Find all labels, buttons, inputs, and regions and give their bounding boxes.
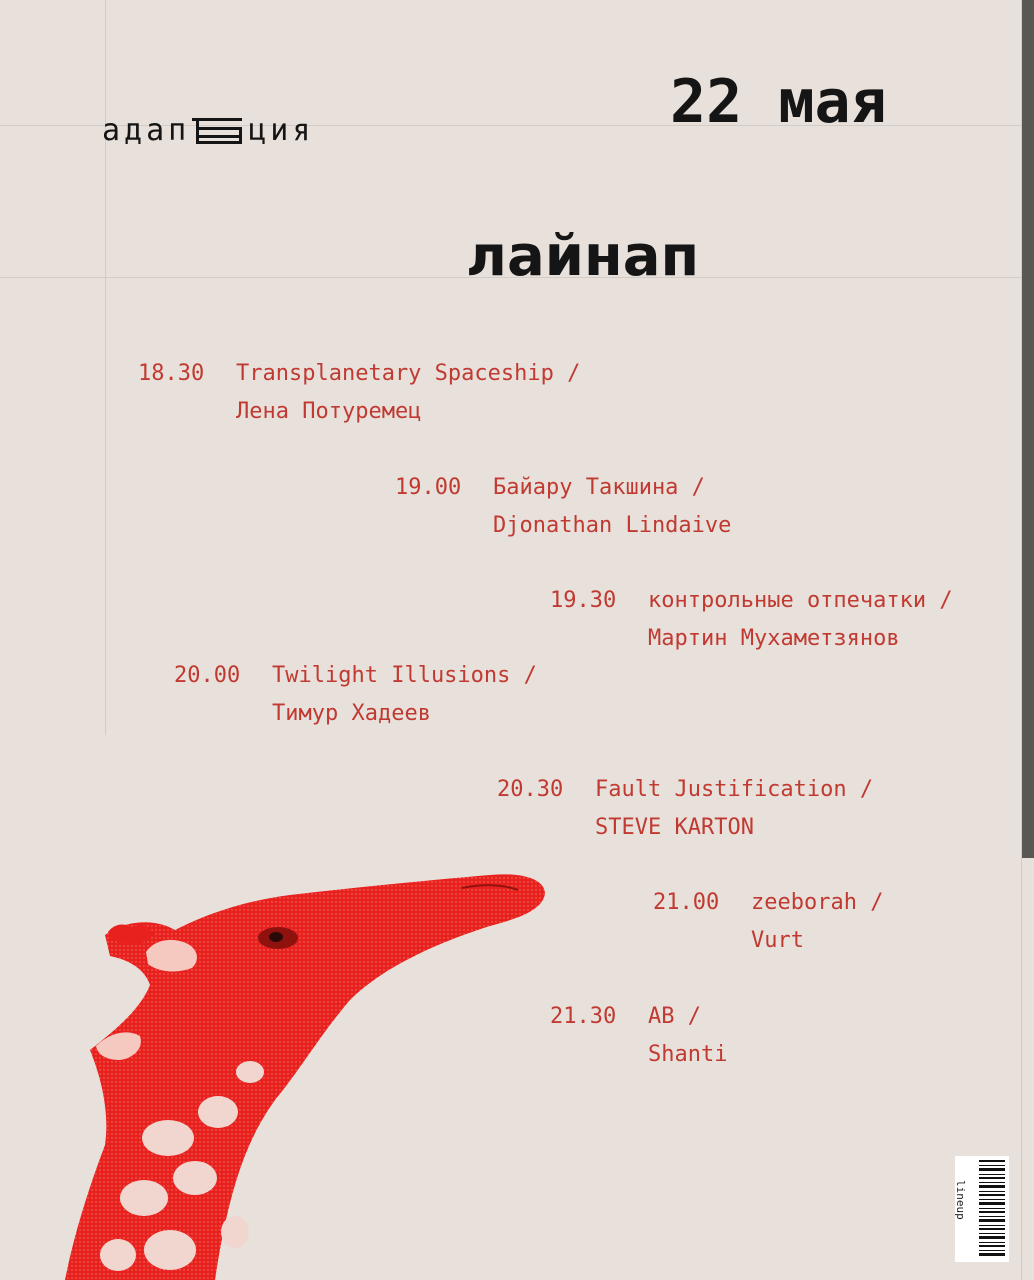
lineup-time: 20.30 xyxy=(497,777,564,802)
lineup-time: 20.00 xyxy=(174,663,241,688)
lineup-time: 18.30 xyxy=(138,361,205,386)
lineup-item xyxy=(174,657,537,733)
edge-bar xyxy=(1022,0,1034,858)
grid-line xyxy=(105,0,106,735)
lineup-artist: Transplanetary Spaceship / xyxy=(236,361,581,386)
lineup-time: 21.30 xyxy=(550,1004,617,1029)
lineup-person: Vurt xyxy=(751,928,804,953)
logo-text-left: адап xyxy=(102,112,191,148)
lineup-artist: zeeborah / xyxy=(751,890,884,915)
lineup-person: Лена Потуремец xyxy=(236,399,422,424)
giraffe-illustration xyxy=(50,860,570,1280)
lineup-artist: AB / xyxy=(648,1004,701,1029)
brand-logo xyxy=(102,112,314,148)
lineup-time: 19.00 xyxy=(395,475,462,500)
event-date: 22 мая xyxy=(670,67,887,137)
page-title: лайнап xyxy=(466,224,700,289)
lineup-artist: Twilight Illusions / xyxy=(272,663,537,688)
lineup-item xyxy=(138,355,580,431)
lineup-person: Shanti xyxy=(648,1042,728,1067)
lineup-item xyxy=(550,998,727,1074)
logo-bars-icon xyxy=(192,116,242,144)
lineup-artist: Fault Justification / xyxy=(595,777,874,802)
lineup-item xyxy=(550,582,953,658)
lineup-person: STEVE KARTON xyxy=(595,815,754,840)
lineup-time: 21.00 xyxy=(653,890,720,915)
lineup-person: Мартин Мухаметзянов xyxy=(648,626,900,651)
barcode-label: lineup xyxy=(954,1180,967,1220)
lineup-artist: Байару Такшина / xyxy=(493,475,705,500)
lineup-artist: контрольные отпечатки / xyxy=(648,588,953,613)
lineup-item xyxy=(653,884,883,960)
barcode xyxy=(955,1156,1009,1262)
logo-text-right: ция xyxy=(248,112,315,148)
lineup-person: Тимур Хадеев xyxy=(272,701,431,726)
lineup-person: Djonathan Lindaive xyxy=(493,513,732,538)
lineup-item xyxy=(395,469,731,545)
lineup-time: 19.30 xyxy=(550,588,617,613)
lineup-item xyxy=(497,771,873,847)
